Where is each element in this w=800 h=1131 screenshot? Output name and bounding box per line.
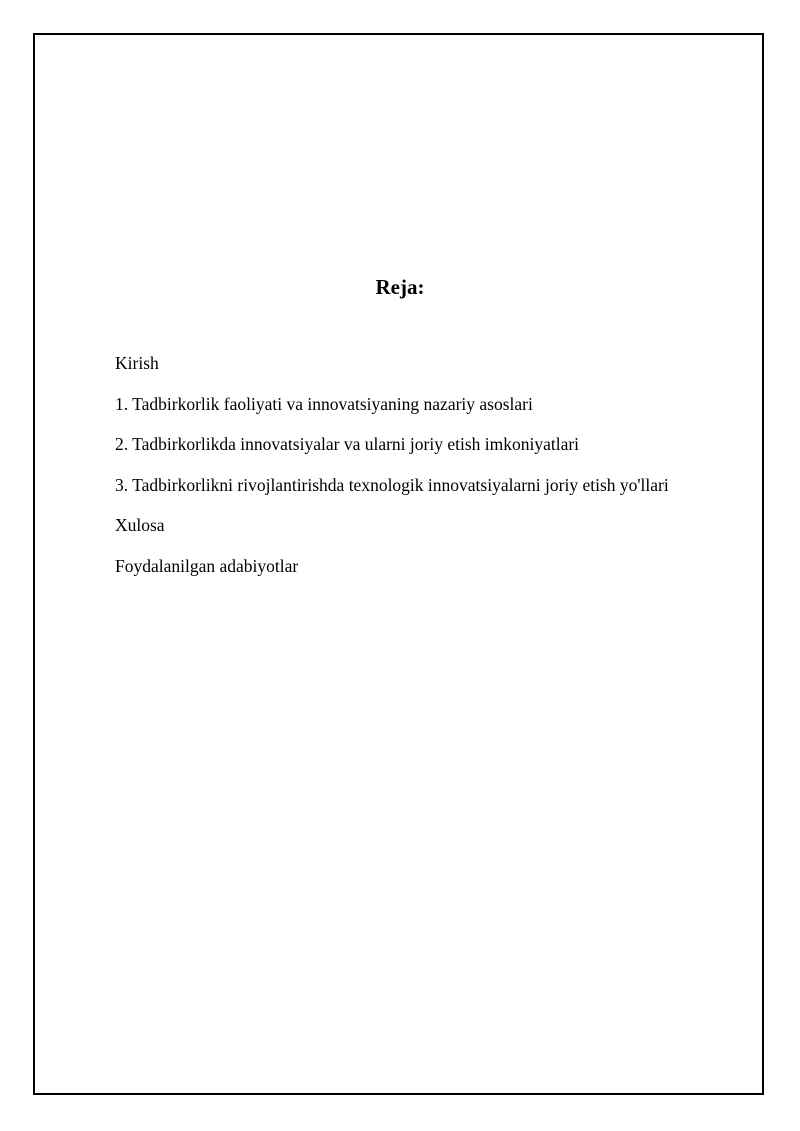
toc-item-chapter-3: 3. Tadbirkorlikni rivojlantirishda texnologik innovatsiyalarni joriy etish yo'llari: [115, 474, 669, 495]
toc-item-chapter-2: 2. Tadbirkorlikda innovatsiyalar va ularni joriy etish imkoniyatlari: [115, 434, 580, 454]
toc-item-introduction: Kirish: [115, 353, 159, 373]
toc-item-chapter-1: 1. Tadbirkorlik faoliyati va innovatsiyaning nazariy asoslari: [115, 393, 533, 414]
page-title: Reja:: [375, 275, 425, 299]
table-of-contents: [115, 352, 669, 595]
toc-item-references: Foydalanilgan adabiyotlar: [115, 555, 299, 576]
toc-item-conclusion: Xulosa: [115, 515, 165, 535]
